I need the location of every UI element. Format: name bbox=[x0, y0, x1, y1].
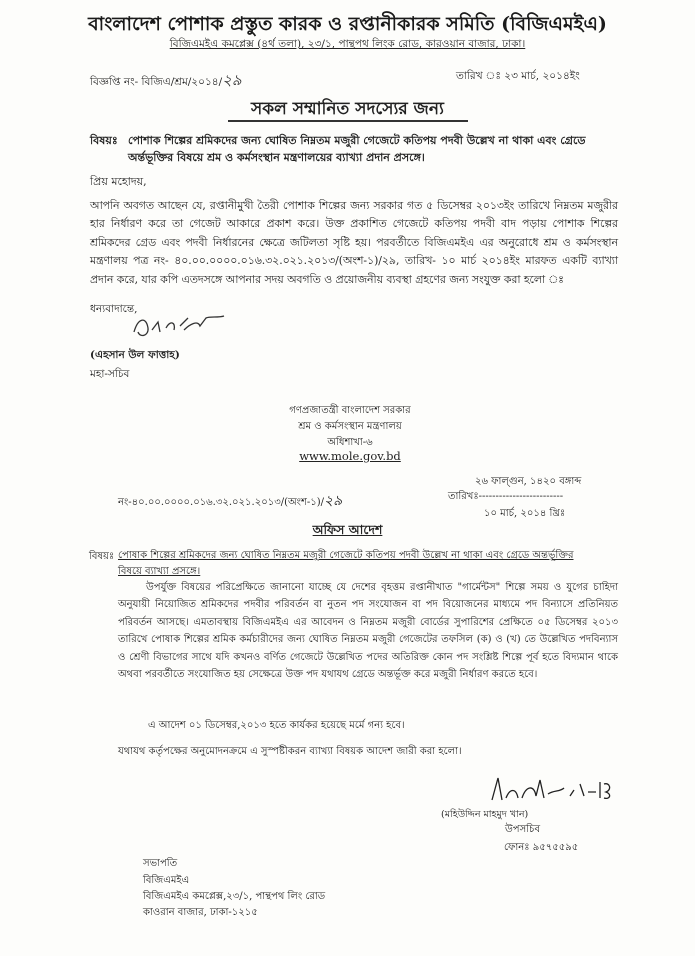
gov-line-3: অধিশাখা-৬ bbox=[327, 437, 373, 448]
ministry-website-link[interactable]: www.mole.gov.bd bbox=[299, 449, 401, 463]
notice-date: তারিখ ঃ ২৩ মার্চ, ২০১৪ইং bbox=[456, 70, 580, 82]
recipient-line-3: বিজিএমইএ কমপ্লেক্স,২৩/১, পান্থপথ লিং রোড bbox=[143, 891, 326, 902]
notice-body: আপনি অবগত আছেন যে, রপ্তানীমুখী তৈরী পোশাক শিল্পের জন্য সরকার গত ৫ ডিসেম্বর ২০১৩ইং তারিখে নিম্নতম মজুরীর হার নির্ধারণ করে তা গেজেট আকারে প্রকাশ করে। উক্ত প্রকাশিত গেজেটে কতিপয় পদবী বাদ পড়ায় পোশাক শিল্পের শ্রমিকদের গ্রেড এবং পদবী নির্ধারনের ক্ষেত্রে জটিলতা সৃষ্টি হয়। পরবর্তীতে বিজিএমইএ এর অনুরোধে শ্রম ও কর্মসংস্থান মন্ত্রণালয় পত্র নং- ৪০.০০.০০০০.০১৬.৩২.০২১.২০১৩/(অংশ-১)/২৯, তারিখ- ১০ মার্চ ২০১৪ইং মারফত একটি ব্যাখ্যা প্রদান করে, যার কপি এতদসঙ্গে আপনার সদয় অবগতি ও প্রয়োজনীয় ব্যবস্থা গ্রহণের জন্য সংযুক্ত করা হলো ঃ bbox=[90, 199, 618, 286]
gov-line-1: গণপ্রজাতন্ত্রী বাংলাদেশ সরকার bbox=[289, 405, 411, 416]
notice-reference bbox=[90, 69, 242, 94]
signer-name: (এহসান উল ফাত্তাহ) bbox=[90, 349, 180, 361]
deputy-title: উপসচিব bbox=[505, 824, 541, 835]
recipient-line-4: কাওরান বাজার, ঢাকা-১২১৫ bbox=[143, 907, 258, 918]
signature-deputy bbox=[488, 770, 618, 810]
recipient-line-1: সভাপতি bbox=[143, 858, 178, 869]
memo-number-prefix: নং-৪০.০০.০০০০.০১৬.৩২.০২১.২০১৩/(অংশ-১)/ bbox=[118, 497, 325, 508]
memo-number bbox=[118, 489, 342, 513]
closing: ধন্যবাদান্তে, bbox=[90, 303, 138, 315]
heading-underline bbox=[228, 120, 468, 122]
greeting: প্রিয় মহোদয়, bbox=[90, 175, 147, 188]
deputy-name: (মহিউদ্দিন মাহমুদ খান) bbox=[441, 809, 529, 820]
notice-reference-handwritten: ২৯ bbox=[222, 71, 242, 89]
notice-heading: সকল সম্মানিত সদস্যের জন্য bbox=[251, 99, 444, 119]
signature-ehsan bbox=[128, 308, 238, 344]
office-order-subject-label: বিষয়ঃ bbox=[89, 551, 115, 562]
office-order-body: উপর্যুক্ত বিষয়ের পরিপ্রেক্ষিতে জানানো যাচ্ছে যে দেশের বৃহত্তম রপ্তানীখাত "গার্মেন্টস" শিল্পে সময় ও যুগের চাহিদা অনুযায়ী নিয়োজিত শ্রমিকদের পদবীর পরিবর্তন বা নুতন পদ সংযোজন বা পদ বিয়োজনের মাধ্যমে পদ বিন্যাসে প্রতিনিয়ত পরিবর্তন আসছে। এমতাবস্থায় বিজিএমইএ এর আবেদন ও নিম্নতম মজুরী বোর্ডের সুপারিশের প্রেক্ষিতে ০৫ ডিসেম্বর ২০১৩ তারিখে পোষাক শিল্পের শ্রমিক কর্মচারীদের জন্য ঘোষিত নিম্নতম মজুরী গেজেটের তফসিল (ক) ও (খ) তে উল্লেখিত পদবিন্যাস ও শ্রেণী বিভাগের সাথে যদি কখনও বর্ণিত গেজেটে উল্লেখিত পদের অতিরিক্ত কোন পদ সংশ্লিষ্ট শিল্পে পূর্ব হতে বিদ্যমান থাকে অথবা পরবর্তীতে সংযোজিত হয় সেক্ষেত্রে উক্ত পদ যথাযথ গ্রেডে অন্তর্ভূক্ত করে মজুরী নির্ধারণ করতে হবে। bbox=[118, 582, 618, 681]
subject-text: পোশাক শিল্পের শ্রমিকদের জন্য ঘোষিত নিম্নতম মজুরী গেজেটে কতিপয় পদবী উল্লেখ না থাকা এবং গ্রেডে অর্ন্তভূক্তির বিষয়ে শ্রম ও কর্মসংস্থান মন্ত্রণালয়ের ব্যাখ্যা প্রদান প্রসঙ্গে। bbox=[128, 134, 586, 164]
office-order-title: অফিস আদেশ bbox=[312, 522, 383, 537]
office-order-subject-text: পোষাক শিল্পের শ্রমিকদের জন্য ঘোষিত নিম্নতম মজুরী গেজেটে কতিপয় পদবী উল্লেখ না থাকা এবং গ্রেডে অন্তর্ভূক্তির বিষয়ে ব্যাখ্যা প্রসঙ্গে। bbox=[118, 550, 574, 577]
memo-date-bangla: ২৬ ফাল্গুন, ১৪২০ বঙ্গাব্দ bbox=[475, 476, 582, 487]
notice-reference-prefix: বিজ্ঞপ্তি নং- বিজিএ/শ্রম/২০১৪/ bbox=[90, 76, 223, 88]
memo-date-english: ১০ মার্চ, ২০১৪ খ্রিঃ bbox=[484, 508, 566, 519]
gov-line-2: শ্রম ও কর্মসংস্থান মন্ত্রণালয় bbox=[298, 421, 402, 432]
letterhead-org-name: বাংলাদেশ পোশাক প্রস্তুত কারক ও রপ্তানীকারক সমিতি (বিজিএমইএ) bbox=[88, 13, 607, 35]
letterhead-address: বিজিএমইএ কমপ্লেক্স (৪র্থ তলা), ২৩/১, পান্থপথ লিংক রোড, কারওয়ান বাজার, ঢাকা। bbox=[169, 38, 526, 50]
deputy-phone: ফোনঃ ৯৫৭৫৫৯৫ bbox=[504, 842, 579, 853]
recipient-line-2: বিজিএমইএ bbox=[143, 875, 190, 886]
office-order-effective: এ আদেশ ০১ ডিসেম্বর,২০১৩ হতে কার্যকর হয়েছে মর্মে গন্য হবে। bbox=[148, 720, 405, 731]
memo-date-label: তারিখঃ------------------------- bbox=[448, 491, 564, 502]
memo-number-handwritten: ২৯ bbox=[324, 493, 343, 509]
signer-title: মহা-সচিব bbox=[90, 368, 130, 380]
office-order-approval: যথাযথ কর্তৃপক্ষের অনুমোদনক্রমে এ সুস্পষ্টীকরন ব্যাখ্যা বিষয়ক আদেশ জারী করা হলো। bbox=[118, 746, 462, 757]
subject-label: বিষয়ঃ bbox=[90, 134, 118, 147]
